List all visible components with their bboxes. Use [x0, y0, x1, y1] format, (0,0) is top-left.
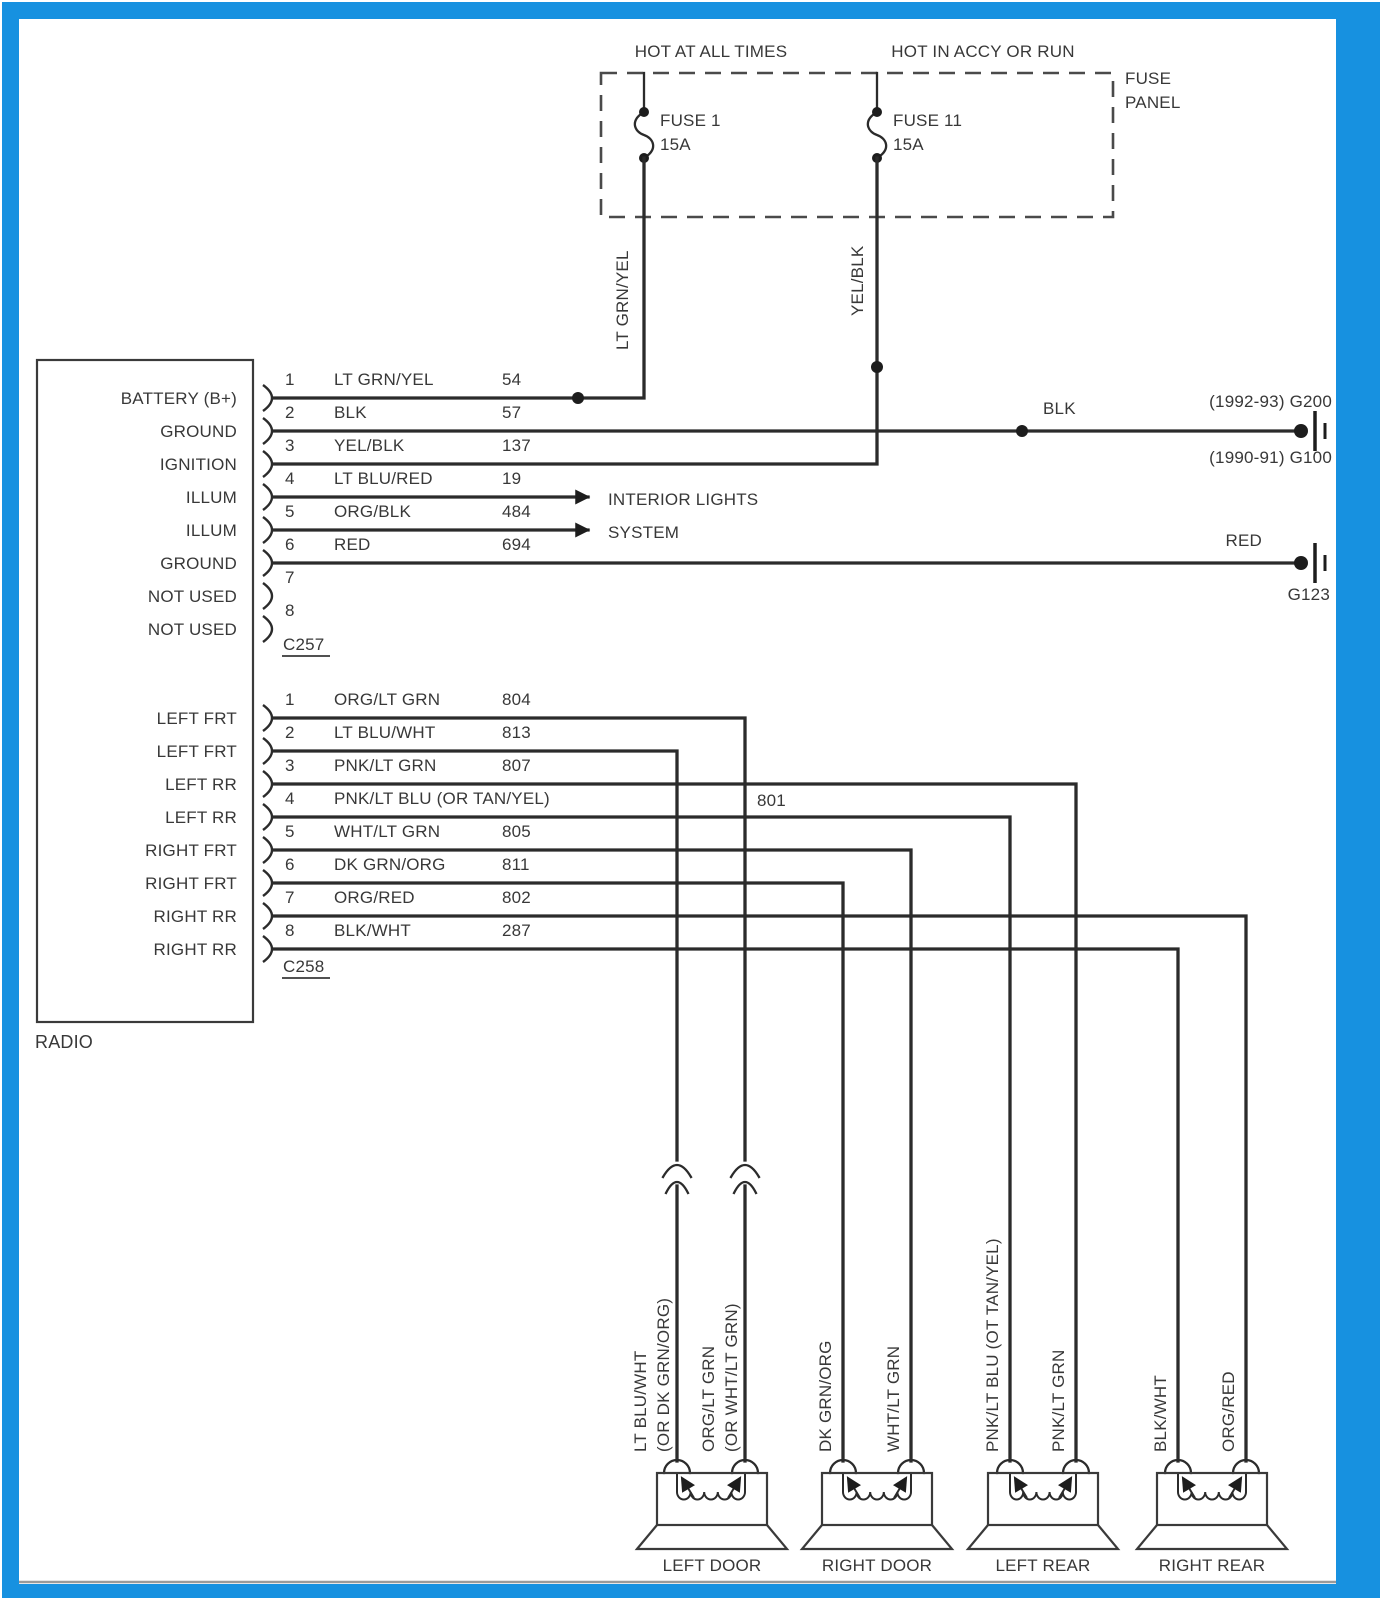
g200-label: (1992-93) G200: [1209, 392, 1332, 411]
pin-function: RIGHT FRT: [145, 841, 237, 860]
ground-g123: [1226, 531, 1331, 604]
speaker-label: RIGHT REAR: [1158, 1556, 1266, 1575]
fuse-11-name: FUSE 11: [893, 111, 963, 130]
wire-color-label: PNK/LT BLU (OR TAN/YEL): [334, 789, 550, 808]
ground-symbol: [1294, 556, 1308, 570]
fuse-11: [868, 73, 962, 163]
pin-function: NOT USED: [147, 587, 237, 606]
pin-number: 1: [285, 690, 295, 709]
circuit-number: 694: [502, 535, 531, 554]
wire-color-label: WHT/LT GRN: [334, 822, 441, 841]
interior-lights-label-2: SYSTEM: [608, 523, 680, 542]
wire-org-red-802: [274, 916, 1246, 1461]
wire-color-label: RED: [334, 535, 371, 554]
fuse-11-rating: 15A: [893, 135, 924, 154]
wire-color-label: ORG/BLK: [334, 502, 411, 521]
circuit-number: 801: [757, 791, 786, 810]
pin-number: 1: [285, 370, 295, 389]
connector-c257-label: C257: [283, 635, 325, 654]
wire-color-label: ORG/LT GRN: [334, 690, 441, 709]
wire-label-yel-blk: YEL/BLK: [848, 245, 867, 316]
pin-function: RIGHT FRT: [145, 874, 237, 893]
fuse-panel-label-1: FUSE: [1125, 69, 1172, 88]
wire-color-label: YEL/BLK: [334, 436, 405, 455]
wire-color-label: ORG/RED: [334, 888, 415, 907]
wire-lt-grn-yel-54: [274, 158, 644, 398]
speaker-right-door: [802, 1460, 952, 1575]
g123-label: G123: [1287, 585, 1330, 604]
wire-color-label: PNK/LT GRN: [1049, 1349, 1068, 1452]
pin-function: ILLUM: [185, 521, 237, 540]
wire-color-label: BLK/WHT: [334, 921, 411, 940]
speaker-label: LEFT REAR: [995, 1556, 1091, 1575]
wire-dk-grn-org-811: [274, 883, 843, 1461]
blk-wire-label: BLK: [1043, 399, 1076, 418]
pin-function: GROUND: [160, 554, 237, 573]
pin-number: 6: [285, 855, 295, 874]
wire-color-label: BLK/WHT: [1151, 1375, 1170, 1452]
splice-dot: [871, 361, 883, 373]
pin-function: IGNITION: [159, 455, 237, 474]
speaker-label: RIGHT DOOR: [821, 1556, 933, 1575]
pin-function: GROUND: [160, 422, 237, 441]
fuse-1: [635, 73, 721, 163]
pin-function: LEFT FRT: [156, 742, 237, 761]
splice-dot: [572, 392, 584, 404]
wire-color-label: BLK: [334, 403, 367, 422]
fuse-panel: [601, 42, 1181, 350]
hot-in-accy-label: HOT IN ACCY OR RUN: [891, 42, 1075, 61]
circuit-number: 811: [502, 855, 530, 874]
pin-function: LEFT RR: [165, 808, 237, 827]
pin-number: 7: [285, 568, 295, 587]
connector-c257: [121, 158, 1294, 656]
circuit-number: 484: [502, 502, 531, 521]
pin-number: 3: [285, 436, 295, 455]
circuit-number: 805: [502, 822, 531, 841]
pin-number: 8: [285, 921, 295, 940]
pin-number: 2: [285, 403, 295, 422]
ground-symbol: [1294, 424, 1308, 438]
wire-color-label: LT GRN/YEL: [334, 370, 434, 389]
wire-color-label: LT BLU/WHT: [334, 723, 436, 742]
splice-dot: [1016, 425, 1028, 437]
page-border-frame: [2, 2, 1380, 1598]
circuit-number: 804: [502, 690, 531, 709]
speaker-left-rear: [968, 1460, 1118, 1575]
pin-function: NOT USED: [147, 620, 237, 639]
pin-number: 2: [285, 723, 295, 742]
pin-number: 5: [285, 502, 295, 521]
wire-color-label: PNK/LT GRN: [334, 756, 437, 775]
fuse-panel-label-2: PANEL: [1125, 93, 1181, 112]
wire-label-lt-grn-yel: LT GRN/YEL: [613, 250, 632, 350]
pin-function: LEFT FRT: [156, 709, 237, 728]
pin-number: 5: [285, 822, 295, 841]
circuit-number: 137: [502, 436, 531, 455]
wire-color-label: (OR WHT/LT GRN): [722, 1303, 741, 1452]
wire-color-label: DK GRN/ORG: [816, 1340, 835, 1452]
g100-label: (1990-91) G100: [1209, 448, 1332, 467]
speaker-wire-labels: [631, 1238, 1238, 1452]
connector-c258: [145, 690, 1246, 1461]
hot-at-all-times-label: HOT AT ALL TIMES: [634, 42, 788, 61]
circuit-number: 802: [502, 888, 531, 907]
wire-color-label: LT BLU/WHT: [631, 1350, 650, 1452]
pin-number: 4: [285, 789, 295, 808]
circuit-number: 19: [502, 469, 522, 488]
wire-color-label: WHT/LT GRN: [884, 1345, 903, 1452]
pin-function: BATTERY (B+): [120, 389, 237, 408]
wire-color-label: PNK/LT BLU (OT TAN/YEL): [983, 1238, 1002, 1452]
red-wire-label: RED: [1225, 531, 1262, 550]
connector-c258-label: C258: [283, 957, 325, 976]
wire-pnk-lt-grn-807: [274, 784, 1076, 1461]
pin-function: LEFT RR: [165, 775, 237, 794]
radio-label: RADIO: [35, 1032, 94, 1052]
interior-lights-annotation: [608, 490, 758, 542]
fuse-1-rating: 15A: [660, 135, 691, 154]
interior-lights-label-1: INTERIOR LIGHTS: [608, 490, 759, 509]
pin-number: 8: [285, 601, 295, 620]
circuit-number: 813: [502, 723, 531, 742]
circuit-number: 287: [502, 921, 531, 940]
circuit-number: 57: [502, 403, 522, 422]
circuit-number: 54: [502, 370, 522, 389]
fuse-1-name: FUSE 1: [660, 111, 721, 130]
pin-number: 4: [285, 469, 295, 488]
wire-color-label: DK GRN/ORG: [334, 855, 446, 874]
pin-number: 7: [285, 888, 295, 907]
pin-function: RIGHT RR: [153, 940, 237, 959]
speaker-label: LEFT DOOR: [662, 1556, 762, 1575]
wire-color-label: ORG/RED: [1219, 1371, 1238, 1452]
wire-color-label: ORG/LT GRN: [699, 1345, 718, 1452]
circuit-number: 807: [502, 756, 531, 775]
pin-number: 6: [285, 535, 295, 554]
speaker-right-rear: [1137, 1460, 1287, 1575]
pin-number: 3: [285, 756, 295, 775]
pin-function: RIGHT RR: [153, 907, 237, 926]
pin-function: ILLUM: [185, 488, 237, 507]
speaker-left-door: [637, 1460, 787, 1575]
wire-color-label: (OR DK GRN/ORG): [654, 1297, 673, 1452]
wire-color-label: LT BLU/RED: [334, 469, 433, 488]
